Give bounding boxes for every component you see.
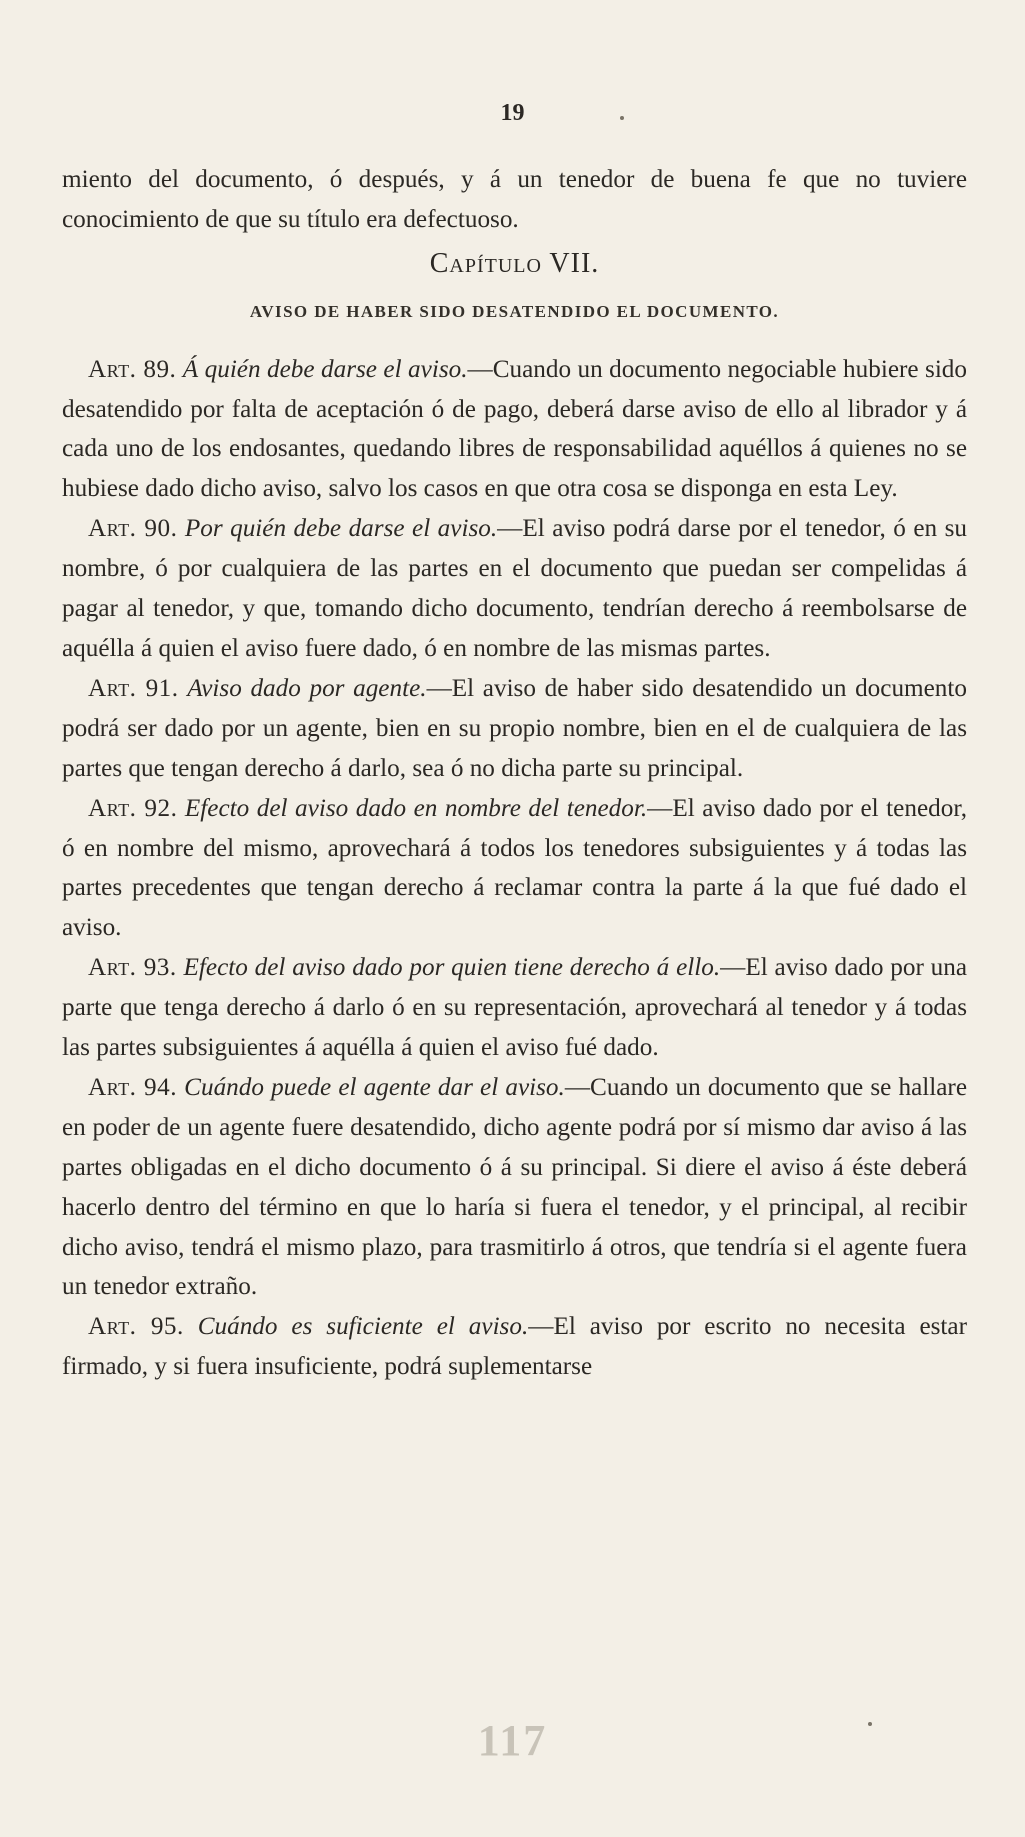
page-stamp: 117 [477, 1716, 548, 1765]
article-90 [62, 509, 967, 669]
article-95 [62, 1307, 967, 1387]
article-label: Art. 89. [88, 355, 177, 383]
chapter-heading: Capítulo VII. [429, 247, 600, 279]
article-heading: Efecto del aviso dado por quien tiene derecho á ello. [183, 954, 721, 982]
article-body: —El aviso por escrito no necesita estar firmado, y si fuera insuficiente, podrá suplementarse [62, 1313, 967, 1381]
article-label: Art. 91. [88, 674, 179, 702]
article-94 [62, 1068, 967, 1307]
article-body: —El aviso de haber sido desatendido un documento podrá ser dado por un agente, bien en su propio nombre, bien en el de cualquiera de las partes que tengan derecho á darlo, sea ó no dicha parte su principal. [62, 674, 967, 782]
ink-speck [868, 1722, 872, 1726]
article-body: —Cuando un documento negociable hubiere sido desatendido por falta de aceptación ó de pago, deberá darse aviso de ello al librador y á cada uno de los endosantes, quedando libres de responsabilidad aquéllos á quienes no se hubiese dado dicho aviso, salvo los casos en que otra cosa se disponga en esta Ley. [62, 355, 967, 503]
article-label: Art. 93. [88, 954, 177, 982]
article-body: —El aviso podrá darse por el tenedor, ó en su nombre, ó por cualquiera de las partes en el documento que puedan ser compelidas á pagar al tenedor, y que, tomando dicho documento, tendrían derecho á reembolsarse de aquélla á quien el aviso fuere dado, ó en nombre de las mismas partes. [62, 515, 967, 662]
article-heading: Cuándo es suficiente el aviso. [197, 1313, 529, 1341]
article-91 [62, 669, 967, 789]
article-93 [62, 948, 967, 1068]
article-body: —El aviso dado por una parte que tenga derecho á darlo ó en su representación, aprovechará al tenedor y á todas las partes subsiguientes á aquélla á quien el aviso fué dado. [62, 954, 968, 1062]
article-heading: Aviso dado por agente. [187, 674, 427, 702]
article-label: Art. 90. [88, 515, 178, 543]
section-title: AVISO DE HABER SIDO DESATENDIDO EL DOCUMENTO. [249, 301, 780, 321]
ink-speck [620, 116, 624, 120]
page-body [62, 160, 967, 1387]
page-number: 19 [500, 100, 525, 126]
article-label: Art. 94. [88, 1073, 178, 1101]
article-heading: Por quién debe darse el aviso. [184, 515, 498, 543]
article-body: —Cuando un documento que se hallare en poder de un agente fuere desatendido, dicho agente podrá por sí mismo dar aviso á las partes obligadas en el dicho documento ó á su principal. Si diere el aviso á éste deberá hacerlo dentro del término en que lo haría si fuera el tenedor, y el principal, al recibir dicho aviso, tendrá el mismo plazo, para trasmitirlo á otros, que tendría si el agente fuera un tenedor extraño. [62, 1073, 967, 1301]
article-92 [62, 789, 967, 949]
article-heading: Á quién debe darse el aviso. [182, 355, 468, 383]
article-label: Art. 92. [88, 794, 178, 822]
article-89 [62, 350, 967, 510]
article-heading: Efecto del aviso dado en nombre del tenedor. [184, 794, 648, 822]
article-body: —El aviso dado por el tenedor, ó en nombre del mismo, aprovechará á todos los tenedores subsiguientes y á todas las partes precedentes que tengan derecho á reclamar contra la parte á la que fué dado el aviso. [62, 794, 967, 942]
article-label: Art. 95. [88, 1313, 184, 1341]
intro-paragraph: miento del documento, ó después, y á un tenedor de buena fe que no tuviere conocimiento de que su título era defectuoso. [62, 166, 967, 233]
article-heading: Cuándo puede el agente dar el aviso. [184, 1073, 565, 1101]
